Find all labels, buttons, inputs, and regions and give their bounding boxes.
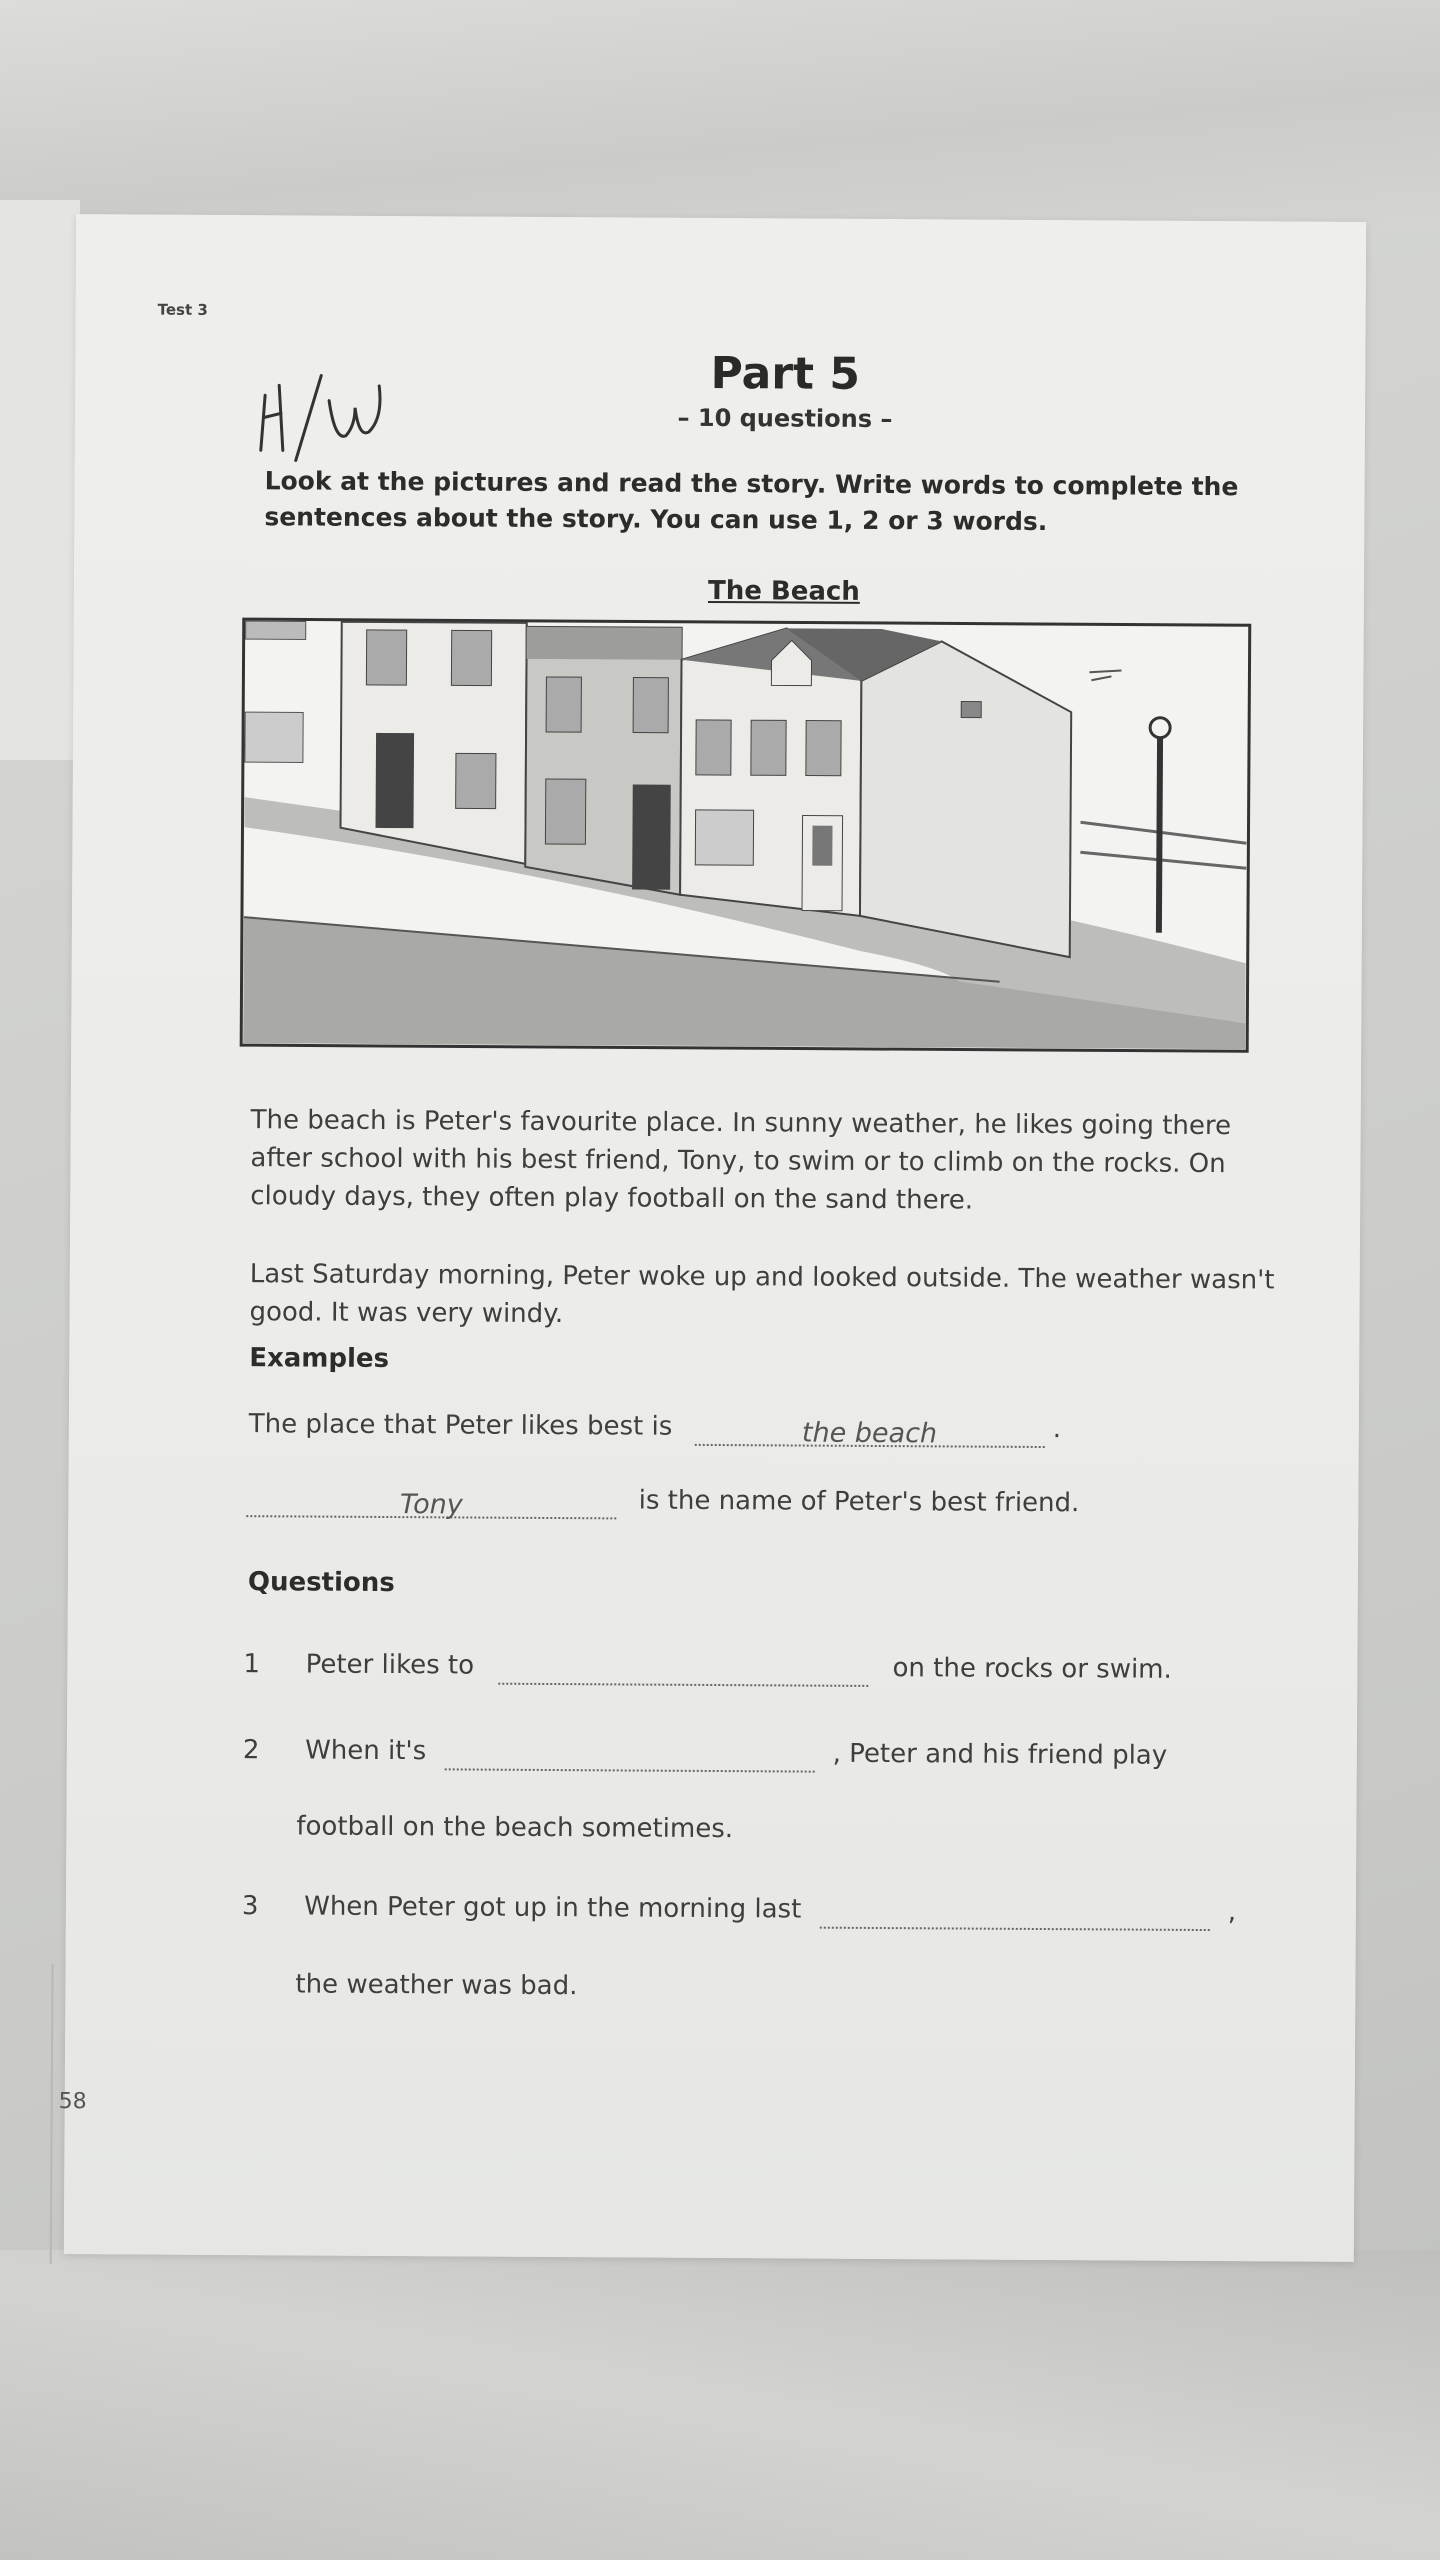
example-1 bbox=[249, 1405, 1061, 1448]
story-paragraph-1: The beach is Peter's favourite place. In sunny weather, he likes going there after school with his best friend, Tony, to swim or to climb on the rocks. On cloudy days, they often play football on the sand there. bbox=[250, 1105, 1232, 1216]
instructions: Look at the pictures and read the story. Write words to complete the sentences about the story. You can use 1, 2 or 3 words. bbox=[264, 466, 1239, 537]
example-2-answer: Tony bbox=[399, 1489, 463, 1521]
underlying-sheet bbox=[0, 200, 80, 760]
question-2 bbox=[243, 1731, 1168, 1775]
questions-heading: Questions bbox=[247, 1567, 395, 1599]
question-1 bbox=[243, 1645, 1172, 1689]
question-3-number: 3 bbox=[241, 1891, 259, 1922]
question-3-answer-field[interactable] bbox=[819, 1897, 1209, 1931]
examples-heading: Examples bbox=[249, 1343, 390, 1375]
question-2-number: 2 bbox=[242, 1735, 260, 1766]
example-1-text: The place that Peter likes best is bbox=[248, 1409, 673, 1442]
question-3-end: , bbox=[1227, 1897, 1237, 1928]
example-1-end: . bbox=[1052, 1414, 1062, 1445]
question-1-number: 1 bbox=[243, 1649, 261, 1680]
question-1-text: Peter likes to bbox=[305, 1649, 475, 1681]
page-edge-divider bbox=[50, 1964, 54, 2264]
question-3 bbox=[242, 1887, 1236, 1931]
handwritten-hw-mark-icon bbox=[251, 355, 452, 466]
story-paragraph-2: Last Saturday morning, Peter woke up and looked outside. The weather wasn't good. It was very windy. bbox=[249, 1259, 1275, 1330]
background-fabric-bottom bbox=[0, 2250, 1440, 2560]
question-3-continuation: the weather was bad. bbox=[295, 1969, 578, 2002]
example-1-answer: the beach bbox=[801, 1417, 938, 1450]
background-fabric-top bbox=[0, 0, 1440, 230]
example-2-blank bbox=[246, 1485, 616, 1519]
part-subtitle: – 10 questions – bbox=[677, 403, 893, 434]
question-1-answer-field[interactable] bbox=[498, 1653, 868, 1687]
test-label: Test 3 bbox=[157, 300, 208, 319]
part-title: Part 5 bbox=[710, 347, 861, 400]
page-number: 58 bbox=[58, 2089, 87, 2115]
question-2-end: , Peter and his friend play bbox=[832, 1738, 1168, 1771]
story-title: The Beach bbox=[707, 575, 860, 607]
example-1-blank bbox=[694, 1414, 1044, 1448]
worksheet-page bbox=[58, 214, 1366, 2262]
question-2-text: When it's bbox=[305, 1735, 427, 1767]
question-1-end: on the rocks or swim. bbox=[892, 1653, 1172, 1685]
question-3-text: When Peter got up in the morning last bbox=[304, 1891, 802, 1925]
beach-street-illustration bbox=[239, 617, 1252, 1053]
example-2 bbox=[246, 1479, 1079, 1522]
example-2-text: is the name of Peter's best friend. bbox=[638, 1485, 1080, 1519]
question-2-answer-field[interactable] bbox=[444, 1738, 814, 1772]
question-2-continuation: football on the beach sometimes. bbox=[296, 1811, 734, 1845]
